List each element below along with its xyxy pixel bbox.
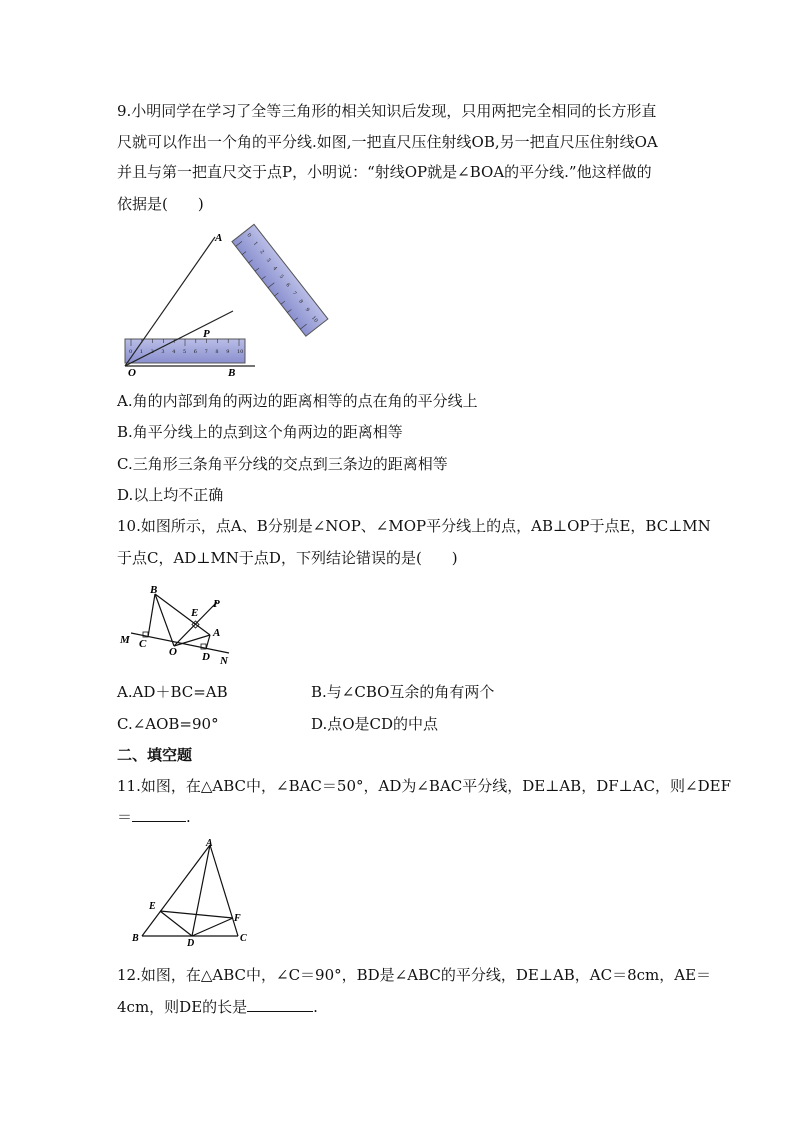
label-F: F <box>234 913 241 924</box>
ruler-tick-label: 7 <box>204 349 208 355</box>
label-O: O <box>128 367 136 379</box>
q11-line-2 <box>117 807 191 827</box>
q9-option-c: C.三角形三条角平分线的交点到三条边的距离相等 <box>117 455 448 473</box>
q9-line-3: 并且与第一把直尺交于点P，小明说：“射线OP就是∠BOA的平分线.”他这样做的 <box>117 163 652 181</box>
label-E: E <box>191 607 199 619</box>
ruler-tick-label: 8 <box>297 298 304 305</box>
label-P: P <box>213 598 220 610</box>
label-B: B <box>132 933 139 944</box>
section-title: 二、填空题 <box>117 746 193 764</box>
ruler-tick-label: 2 <box>258 249 266 256</box>
label-M: M <box>120 634 130 646</box>
ruler-tick-label: 4 <box>172 349 176 355</box>
ruler-tick-label: 1 <box>251 240 259 247</box>
ruler-tick-label: 0 <box>245 232 253 239</box>
q11-equals: ＝ <box>117 808 133 826</box>
ruler-tick-label: 3 <box>264 257 272 264</box>
label-P: P <box>203 328 210 340</box>
q12-period: . <box>313 998 318 1016</box>
ruler-tick-label: 0 <box>129 349 133 355</box>
q10-option-d: D.点O是CD的中点 <box>311 715 439 733</box>
ruler-tick-label: 7 <box>290 290 298 297</box>
q11-line-1: 11.如图，在△ABC中，∠BAC＝50°，AD为∠BAC平分线，DE⊥AB，DF⊥AC，则∠DEF <box>117 777 731 795</box>
label-B: B <box>150 584 158 596</box>
q10-line-1: 10.如图所示，点A、B分别是∠NOP、∠MOP平分线上的点，AB⊥OP于点E，BC⊥MN <box>117 517 711 535</box>
q9-line-1: 9.小明同学在学习了全等三角形的相关知识后发现，只用两把完全相同的长方形直 <box>117 102 657 120</box>
ruler-tick-label: 10 <box>237 349 244 355</box>
q10-figure <box>117 582 242 670</box>
q12-text: 4cm，则DE的长是 <box>117 998 248 1016</box>
label-N: N <box>220 655 228 667</box>
ruler-tick-label: 8 <box>215 349 219 355</box>
q10-option-a: A.AD＋BC=AB <box>117 683 228 701</box>
ruler-tick-label: 4 <box>271 265 279 272</box>
ruler-tick-label: 6 <box>193 349 197 355</box>
q9-option-b: B.角平分线上的点到这个角两边的距离相等 <box>117 423 403 441</box>
q11-answer-blank[interactable] <box>132 807 186 822</box>
ruler-tick-label: 9 <box>226 349 230 355</box>
label-A: A <box>215 232 223 244</box>
q12-line-1: 12.如图，在△ABC中，∠C＝90°，BD是∠ABC的平分线，DE⊥AB，AC＝8cm，AE＝ <box>117 966 712 984</box>
label-C: C <box>240 933 247 944</box>
label-A: A <box>213 627 221 639</box>
label-C: C <box>139 638 147 650</box>
q10-option-c: C.∠AOB=90° <box>117 715 219 733</box>
slanted-ruler <box>232 224 328 336</box>
q11-figure <box>128 838 253 948</box>
label-A: A <box>206 838 213 849</box>
q9-line-2: 尺就可以作出一个角的平分线.如图,一把直尺压住射线OB,另一把直尺压住射线OA <box>117 133 658 151</box>
label-O: O <box>169 646 177 658</box>
q9-option-a: A.角的内部到角的两边的距离相等的点在角的平分线上 <box>117 392 478 410</box>
q9-line-4: 依据是( ) <box>117 195 204 213</box>
q9-ruler-figure <box>115 225 319 380</box>
q10-line-2: 于点C，AD⊥MN于点D，下列结论错误的是( ) <box>117 549 458 567</box>
q9-option-d: D.以上均不正确 <box>117 486 224 504</box>
ruler-tick-label: 1 <box>139 349 143 355</box>
q12-line-2 <box>117 997 318 1017</box>
label-B: B <box>228 367 236 379</box>
ruler-tick-label: 5 <box>183 349 187 355</box>
q12-answer-blank[interactable] <box>247 997 313 1012</box>
ruler-tick-label: 10 <box>310 315 319 324</box>
ruler-tick-label: 9 <box>303 306 311 314</box>
label-E: E <box>149 901 156 912</box>
q11-period: . <box>186 808 191 826</box>
label-D: D <box>202 651 210 663</box>
q10-option-b: B.与∠CBO互余的角有两个 <box>311 683 495 701</box>
ruler-tick-label: 6 <box>284 282 291 289</box>
ruler-tick-label: 3 <box>161 349 165 355</box>
label-D: D <box>187 938 195 949</box>
ruler-tick-label: 5 <box>277 273 285 281</box>
